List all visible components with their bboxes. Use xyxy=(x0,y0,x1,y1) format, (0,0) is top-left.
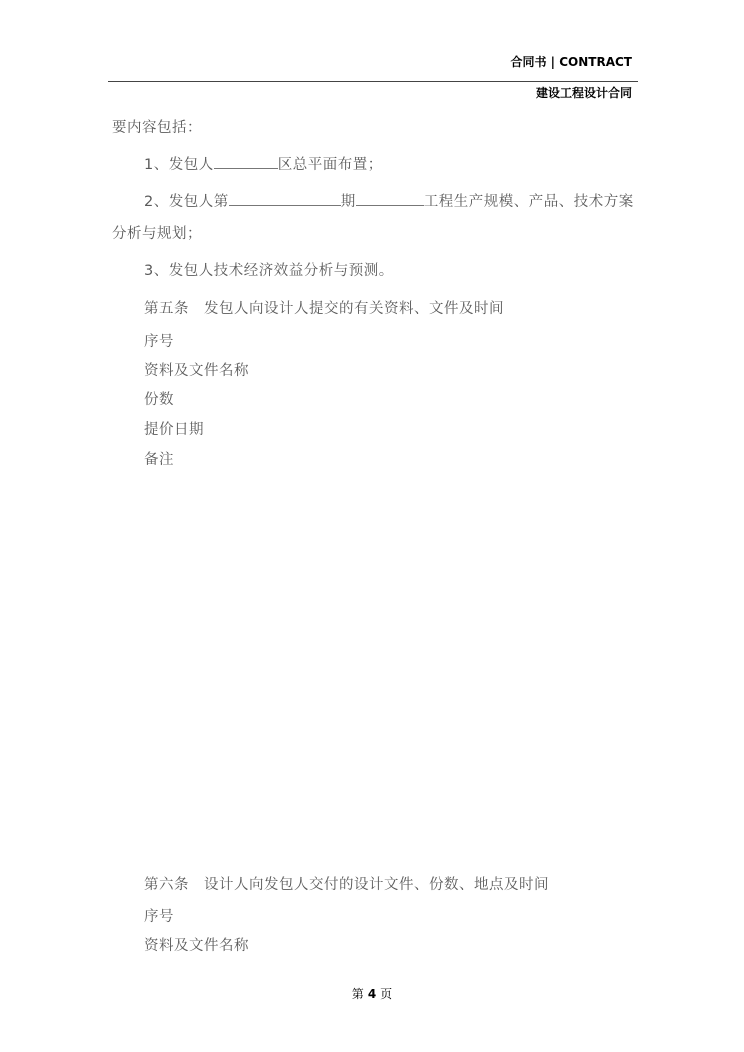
list-item-3: 3、发包人技术经济效益分析与预测。 xyxy=(144,263,394,279)
page-number-suffix: 页 xyxy=(380,987,393,1001)
page-footer xyxy=(0,985,744,1002)
list-item-1 xyxy=(144,153,383,174)
table-header-copies: 份数 xyxy=(144,392,174,408)
list-item-1-prefix: 1、发包人 xyxy=(144,157,214,173)
list-item-1-suffix: 区总平面布置； xyxy=(277,157,383,173)
list-item-2-continuation: 分析与规划； xyxy=(112,226,202,242)
page-number: 4 xyxy=(367,987,377,1001)
list-item-2-suffix: 工程生产规模、产品、技术方案 xyxy=(423,194,634,210)
blank-field xyxy=(356,191,424,206)
page-number-prefix: 第 xyxy=(351,987,364,1001)
list-item-2-mid: 期 xyxy=(340,194,356,210)
header-subtitle: 建设工程设计合同 xyxy=(535,86,632,100)
article-5-heading: 第五条 发包人向设计人提交的有关资料、文件及时间 xyxy=(144,301,504,317)
table-header-date: 提价日期 xyxy=(144,422,204,438)
list-item-2 xyxy=(144,190,634,211)
table-header-serial: 序号 xyxy=(144,334,174,350)
header-title: 合同书 | CONTRACT xyxy=(510,55,632,69)
table-header-remarks: 备注 xyxy=(144,452,174,468)
list-item-2-prefix: 2、发包人第 xyxy=(144,194,229,210)
table-header-name: 资料及文件名称 xyxy=(144,363,249,379)
table-header-name-2: 资料及文件名称 xyxy=(144,938,249,954)
paragraph-intro: 要内容包括： xyxy=(112,120,202,136)
table-header-serial-2: 序号 xyxy=(144,909,174,925)
blank-field xyxy=(229,191,341,206)
blank-field xyxy=(214,154,278,169)
article-6-heading: 第六条 设计人向发包人交付的设计文件、份数、地点及时间 xyxy=(144,877,549,893)
header-divider xyxy=(108,81,638,82)
